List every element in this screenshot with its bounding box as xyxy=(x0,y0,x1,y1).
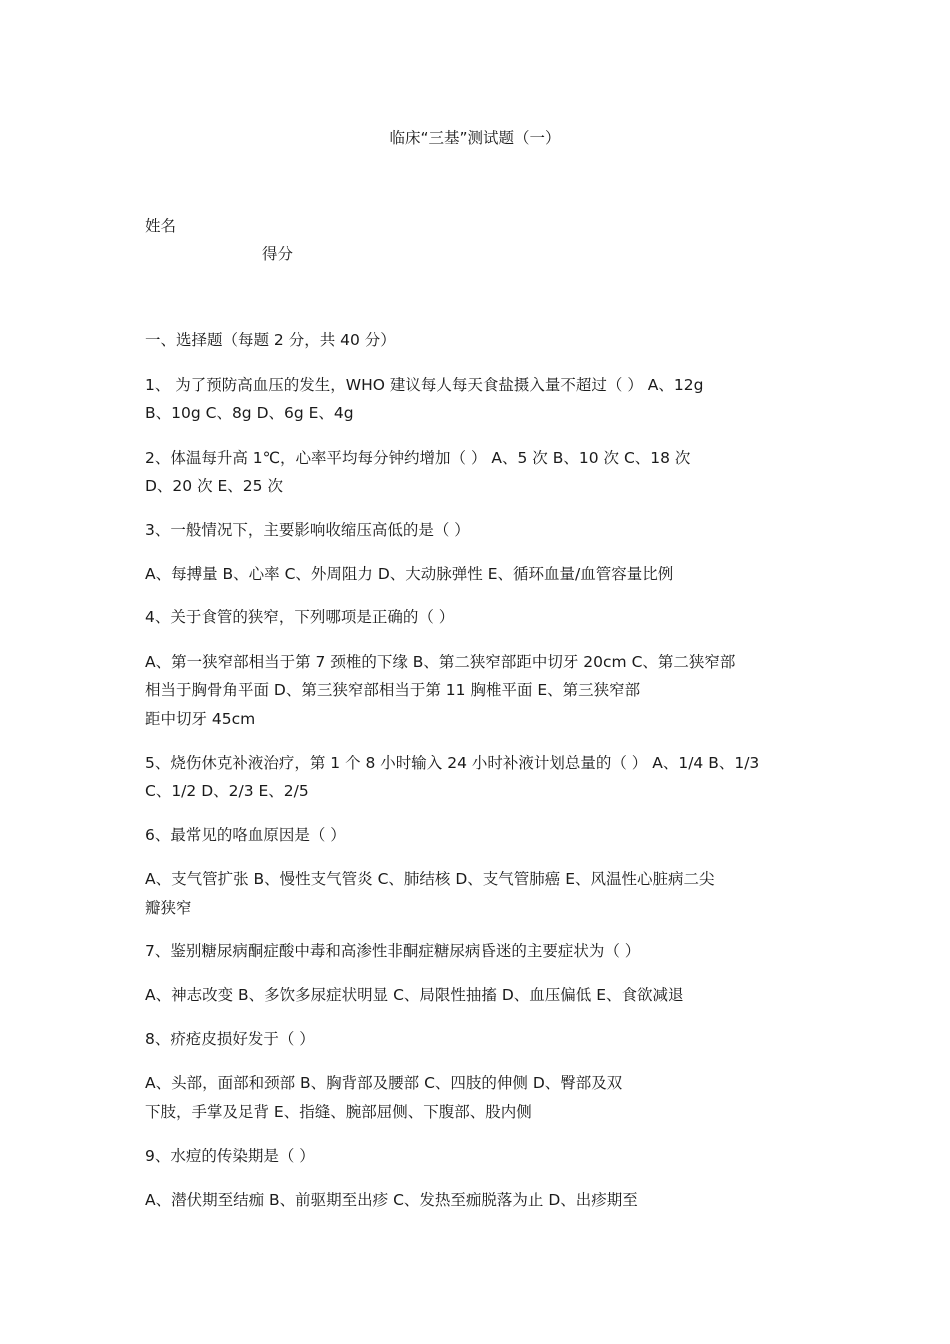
question-line: 1、 为了预防高血压的发生，WHO 建议每人每天食盐摄入量不超过（ ） A、12g xyxy=(145,376,704,394)
question-line: A、头部，面部和颈部 B、胸背部及腰部 C、四肢的伸侧 D、臀部及双 xyxy=(145,1074,623,1092)
question-line: 8、疥疮皮损好发于（ ） xyxy=(145,1030,315,1048)
question-line: 下肢，手掌及足背 E、指缝、腕部屈侧、下腹部、股内侧 xyxy=(145,1103,532,1121)
question-line: A、第一狭窄部相当于第 7 颈椎的下缘 B、第二狭窄部距中切牙 20cm C、第二狭窄部 xyxy=(145,653,736,671)
question-line: B、10g C、8g D、6g E、4g xyxy=(145,404,354,422)
question-line: 3、一般情况下，主要影响收缩压高低的是（ ） xyxy=(145,521,470,539)
document-title: 临床“三基”测试题（一） xyxy=(389,129,561,147)
question-line: A、神志改变 B、多饮多尿症状明显 C、局限性抽搐 D、血压偏低 E、食欲减退 xyxy=(145,986,684,1004)
question-line: 相当于胸骨角平面 D、第三狭窄部相当于第 11 胸椎平面 E、第三狭窄部 xyxy=(145,681,641,699)
question-line: D、20 次 E、25 次 xyxy=(145,477,283,495)
question-line: 7、鉴别糖尿病酮症酸中毒和高渗性非酮症糖尿病昏迷的主要症状为（ ） xyxy=(145,942,641,960)
question-line: 9、水痘的传染期是（ ） xyxy=(145,1147,315,1165)
question-line: A、潜伏期至结痂 B、前驱期至出疹 C、发热至痂脱落为止 D、出疹期至 xyxy=(145,1191,638,1209)
question-line: 距中切牙 45cm xyxy=(145,710,256,728)
score-label: 得分 xyxy=(262,245,294,263)
question-line: 6、最常见的咯血原因是（ ） xyxy=(145,826,346,844)
question-line: 5、烧伤休克补液治疗，第 1 个 8 小时输入 24 小时补液计划总量的（ ） A、1/4 B、1/3 xyxy=(145,754,760,772)
question-line: 4、关于食管的狭窄，下列哪项是正确的（ ） xyxy=(145,608,455,626)
question-line: 2、体温每升高 1℃，心率平均每分钟约增加（ ） A、5 次 B、10 次 C、18 次 xyxy=(145,449,691,467)
question-line: 瓣狭窄 xyxy=(145,899,192,917)
question-line: A、每搏量 B、心率 C、外周阻力 D、大动脉弹性 E、循环血量/血管容量比例 xyxy=(145,565,674,583)
section-heading: 一、选择题（每题 2 分，共 40 分） xyxy=(145,331,396,349)
name-label: 姓名 xyxy=(145,217,177,235)
question-line: A、支气管扩张 B、慢性支气管炎 C、肺结核 D、支气管肺癌 E、风温性心脏病二尖 xyxy=(145,870,715,888)
question-line: C、1/2 D、2/3 E、2/5 xyxy=(145,782,309,800)
